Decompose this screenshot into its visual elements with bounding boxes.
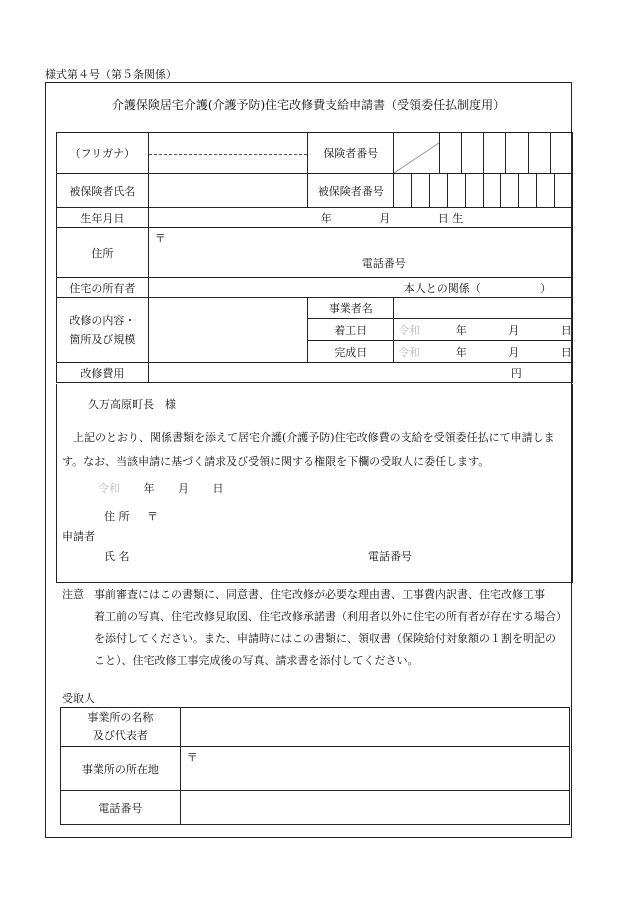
renovation-field[interactable]: [148, 298, 308, 363]
applicant-address-label: 住 所: [104, 510, 130, 523]
start-label: 着工日: [308, 319, 394, 341]
note-line-2: 着工前の写真、住宅改修見取図、住宅改修承諾書（利用者以外に住宅の所有者が存在する場合）: [94, 610, 567, 623]
note-label: 注意: [62, 588, 84, 601]
insured-name-field[interactable]: [148, 174, 308, 208]
office-phone-field[interactable]: [180, 791, 569, 825]
contractor-label: 事業者名: [308, 298, 394, 319]
form-number: 様式第４号（第５条関係）: [45, 68, 177, 81]
furigana-label: （フリガナ）: [57, 133, 149, 174]
address-field[interactable]: [148, 228, 572, 278]
start-date-field[interactable]: 令和 年 月 日: [394, 319, 573, 341]
renovation-label: 改修の内容・箇所及び規模: [57, 298, 149, 363]
applicant-phone-label: 電話番号: [368, 550, 412, 563]
office-name-label: 事業所の名称 及び代表者: [61, 708, 181, 747]
office-phone-label: 電話番号: [61, 791, 181, 825]
insured-name-label: 被保険者氏名: [57, 174, 149, 208]
cost-label: 改修費用: [57, 363, 149, 383]
contractor-field[interactable]: [394, 298, 573, 319]
insured-number-field[interactable]: [394, 174, 573, 208]
insurer-number-label: 保険者番号: [308, 133, 394, 174]
application-body: 上記のとおり、関係書類を添えて居宅介護(介護予防)住宅改修費の支給を受領委任払にて申請します。なお、当該申請に基づく請求及び受領に関する権限を下欄の受取人に委任します。: [62, 431, 555, 468]
owner-field[interactable]: 本人との関係（ ）: [148, 278, 572, 298]
application-date[interactable]: 令和 年 月 日: [98, 482, 224, 495]
recipient-table: [60, 707, 570, 825]
addressee: 久万高原町長 様: [88, 398, 176, 411]
applicant-name-label: 氏 名: [104, 550, 130, 563]
applicant-postal-mark: 〒: [147, 510, 158, 523]
office-address-label: 事業所の所在地: [61, 747, 181, 791]
furigana-field[interactable]: [148, 133, 308, 174]
office-name-field[interactable]: [180, 708, 569, 747]
complete-date-field[interactable]: 令和 年 月 日: [394, 341, 573, 363]
note-line-4: こと）、住宅改修工事完成後の写真、請求書を添付してください。: [94, 654, 419, 667]
address-label: 住所: [57, 228, 149, 278]
note-line-3: を添付してください。また、申請時にはこの書類に、領収書（保険給付対象額の１割を明記の: [94, 632, 556, 645]
recipient-heading: 受取人: [62, 692, 95, 705]
birthdate-label: 生年月日: [57, 208, 149, 228]
insured-number-label: 被保険者番号: [308, 174, 394, 208]
applicant-label: 申請者: [62, 530, 95, 543]
phone-label: 電話番号: [361, 257, 406, 270]
form-title: 介護保険居宅介護(介護予防)住宅改修費支給申請書（受領委任払制度用）: [111, 98, 506, 112]
insurer-number-field[interactable]: [394, 133, 573, 174]
office-address-field[interactable]: 〒: [180, 747, 569, 791]
postal-mark: 〒: [154, 232, 166, 245]
cost-field[interactable]: 円: [148, 363, 572, 383]
birthdate-field[interactable]: 年 月 日 生: [148, 208, 572, 228]
complete-label: 完成日: [308, 341, 394, 363]
owner-label: 住宅の所有者: [57, 278, 149, 298]
slash-mark: [394, 133, 438, 173]
main-table: [56, 132, 573, 383]
note-line-1: 事前審査にはこの書類に、同意書、住宅改修が必要な理由書、工事費内訳書、住宅改修工事: [94, 588, 545, 601]
